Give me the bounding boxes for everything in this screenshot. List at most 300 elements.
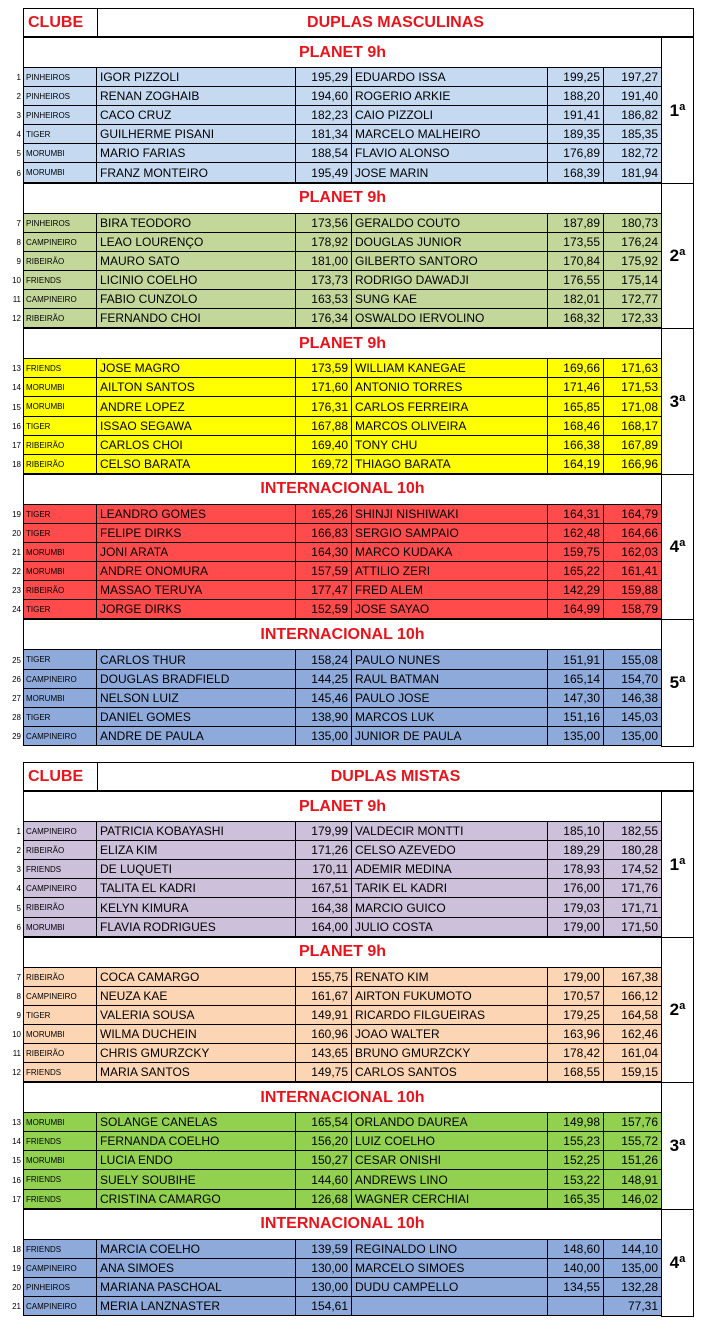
player-2-score: 179,00 <box>548 918 604 937</box>
player-2-score: 185,10 <box>548 822 604 841</box>
row-number: 13 <box>12 364 21 373</box>
club-cell: FRIENDS <box>23 359 97 378</box>
player-2-score: 151,16 <box>548 708 604 727</box>
row-number: 7 <box>16 973 21 982</box>
club-cell: TIGER <box>23 524 97 543</box>
player-2-name: SUNG KAE <box>352 290 548 309</box>
club-cell: MORUMBI <box>23 543 97 562</box>
row-number: 12 <box>12 314 21 323</box>
player-1-name: CELSO BARATA <box>97 455 296 474</box>
pair-average: 161,04 <box>604 1044 662 1063</box>
player-2-name: MARCIO GUICO <box>352 898 548 918</box>
player-2-score: 159,75 <box>548 543 604 562</box>
player-1-score: 173,59 <box>296 359 352 378</box>
pair-average: 159,88 <box>604 581 662 600</box>
player-2-name: FRED ALEM <box>352 581 548 600</box>
table-row <box>0 125 662 144</box>
club-cell: TIGER <box>23 708 97 727</box>
player-2-name: MARCO KUDAKA <box>352 543 548 562</box>
player-2-name: THIAGO BARATA <box>352 455 548 474</box>
player-2-name: SERGIO SAMPAIO <box>352 524 548 543</box>
table-row <box>0 1190 662 1209</box>
row-number: 2 <box>16 846 21 855</box>
club-cell: FRIENDS <box>23 1190 97 1209</box>
pair-average: 171,08 <box>604 397 662 417</box>
table-row <box>0 1278 662 1297</box>
table-row <box>0 689 662 708</box>
club-cell: RIBEIRÃO <box>23 1044 97 1063</box>
player-2-score: 191,41 <box>548 106 604 125</box>
row-number: 1 <box>16 73 21 82</box>
row-number: 10 <box>12 1030 21 1039</box>
player-2-score: 147,30 <box>548 689 604 708</box>
player-1-score: 166,83 <box>296 524 352 543</box>
group-rank: 4ª <box>661 1209 694 1317</box>
player-1-score: 126,68 <box>296 1190 352 1209</box>
player-1-score: 171,60 <box>296 378 352 397</box>
player-2-score: 188,20 <box>548 87 604 106</box>
player-1-score: 176,34 <box>296 309 352 328</box>
group-title: INTERNACIONAL 10h <box>23 619 662 650</box>
player-2-name: ORLANDO DAUREA <box>352 1113 548 1132</box>
table-row <box>0 708 662 727</box>
player-2-score: 142,29 <box>548 581 604 600</box>
section-title: DUPLAS MISTAS <box>97 762 694 791</box>
group-title: PLANET 9h <box>23 791 662 822</box>
player-2-name: ADEMIR MEDINA <box>352 860 548 879</box>
pair-average: 182,72 <box>604 144 662 163</box>
player-1-name: NEUZA KAE <box>97 987 296 1006</box>
table-row <box>0 1113 662 1132</box>
player-2-name: BRUNO GMURZCKY <box>352 1044 548 1063</box>
player-2-name: OSWALDO IERVOLINO <box>352 309 548 328</box>
player-1-score: 160,96 <box>296 1025 352 1044</box>
player-2-score: 152,25 <box>548 1151 604 1170</box>
pair-average: 155,72 <box>604 1132 662 1151</box>
player-2-score: 176,89 <box>548 144 604 163</box>
club-cell: PINHEIROS <box>23 214 97 233</box>
table-row <box>0 106 662 125</box>
table-row <box>0 87 662 106</box>
player-1-score: 194,60 <box>296 87 352 106</box>
pair-average: 161,41 <box>604 562 662 581</box>
table-row <box>0 505 662 524</box>
club-cell: RIBEIRÃO <box>23 309 97 328</box>
club-cell: RIBEIRÃO <box>23 968 97 987</box>
table-row <box>0 727 662 746</box>
player-1-name: FABIO CUNZOLO <box>97 290 296 309</box>
player-2-name: PAULO JOSE <box>352 689 548 708</box>
player-2-score: 179,00 <box>548 968 604 987</box>
club-cell: TIGER <box>23 1006 97 1025</box>
club-cell: MORUMBI <box>23 918 97 937</box>
table-row <box>0 879 662 898</box>
club-cell: RIBEIRÃO <box>23 455 97 474</box>
row-number: 1 <box>16 827 21 836</box>
player-1-name: RENAN ZOGHAIB <box>97 87 296 106</box>
club-column-header: CLUBE <box>23 8 98 37</box>
pair-average: 145,03 <box>604 708 662 727</box>
player-1-name: JONI ARATA <box>97 543 296 562</box>
table-row <box>0 417 662 436</box>
player-2-name: MARCELO MALHEIRO <box>352 125 548 144</box>
pair-average: 146,38 <box>604 689 662 708</box>
table-row <box>0 1025 662 1044</box>
table-row <box>0 898 662 918</box>
pair-average: 180,28 <box>604 841 662 860</box>
player-1-score: 150,27 <box>296 1151 352 1170</box>
player-2-score: 187,89 <box>548 214 604 233</box>
player-1-score: 138,90 <box>296 708 352 727</box>
pair-average: 186,82 <box>604 106 662 125</box>
table-row <box>0 397 662 417</box>
player-1-score: 163,53 <box>296 290 352 309</box>
player-2-name: SHINJI NISHIWAKI <box>352 505 548 524</box>
row-number: 22 <box>12 567 21 576</box>
player-1-score: 154,61 <box>296 1297 352 1316</box>
player-2-name: ANTONIO TORRES <box>352 378 548 397</box>
table-row <box>0 233 662 252</box>
table-row <box>0 436 662 455</box>
player-2-score: 151,91 <box>548 650 604 670</box>
player-1-name: ANDRE LOPEZ <box>97 397 296 417</box>
pair-average: 171,50 <box>604 918 662 937</box>
player-1-name: CHRIS GMURZCKY <box>97 1044 296 1063</box>
club-cell: TIGER <box>23 650 97 670</box>
row-number: 25 <box>12 655 21 665</box>
pair-average: 146,02 <box>604 1190 662 1209</box>
player-1-score: 139,59 <box>296 1240 352 1259</box>
row-number: 6 <box>16 168 21 178</box>
pair-average: 174,52 <box>604 860 662 879</box>
player-1-score: 130,00 <box>296 1259 352 1278</box>
player-2-name: ATTILIO ZERI <box>352 562 548 581</box>
player-1-name: NELSON LUIZ <box>97 689 296 708</box>
row-number: 28 <box>12 713 21 722</box>
row-number: 4 <box>16 130 21 139</box>
player-1-name: MAURO SATO <box>97 252 296 271</box>
group-title: INTERNACIONAL 10h <box>23 1209 662 1240</box>
table-row <box>0 841 662 860</box>
player-2-name: JOAO WALTER <box>352 1025 548 1044</box>
table-row <box>0 581 662 600</box>
player-2-score: 148,60 <box>548 1240 604 1259</box>
player-1-score: 173,56 <box>296 214 352 233</box>
player-2-name: DOUGLAS JUNIOR <box>352 233 548 252</box>
row-number: 11 <box>12 295 21 304</box>
player-1-score: 165,54 <box>296 1113 352 1132</box>
player-2-name: RENATO KIM <box>352 968 548 987</box>
table-row <box>0 1170 662 1190</box>
pair-average: 171,76 <box>604 879 662 898</box>
player-2-name: CELSO AZEVEDO <box>352 841 548 860</box>
row-number: 7 <box>16 219 21 228</box>
table-row <box>0 214 662 233</box>
player-1-name: ELIZA KIM <box>97 841 296 860</box>
club-cell: TIGER <box>23 417 97 436</box>
table-row <box>0 524 662 543</box>
group-rank: 3ª <box>661 1082 694 1210</box>
row-number: 24 <box>12 605 21 614</box>
row-number: 9 <box>16 257 21 266</box>
club-cell: CAMPINEIRO <box>23 290 97 309</box>
group-title: PLANET 9h <box>23 937 662 968</box>
player-2-name: JOSE SAYAO <box>352 600 548 619</box>
club-cell: RIBEIRÃO <box>23 252 97 271</box>
player-1-score: 176,31 <box>296 397 352 417</box>
player-2-score: 165,85 <box>548 397 604 417</box>
pair-average: 167,38 <box>604 968 662 987</box>
player-1-name: MARIANA PASCHOAL <box>97 1278 296 1297</box>
club-cell: MORUMBI <box>23 1025 97 1044</box>
player-1-score: 173,73 <box>296 271 352 290</box>
player-1-score: 178,92 <box>296 233 352 252</box>
club-cell: FRIENDS <box>23 1170 97 1190</box>
row-number: 29 <box>12 732 21 741</box>
player-2-name: PAULO NUNES <box>352 650 548 670</box>
player-1-name: JOSE MAGRO <box>97 359 296 378</box>
row-number: 6 <box>16 923 21 932</box>
club-cell: PINHEIROS <box>23 106 97 125</box>
row-number: 15 <box>12 402 21 412</box>
group-title: PLANET 9h <box>23 328 662 359</box>
group-rank: 2ª <box>661 183 694 329</box>
player-2-score: 168,39 <box>548 163 604 183</box>
pair-average: 197,27 <box>604 68 662 87</box>
club-cell: FRIENDS <box>23 1132 97 1151</box>
table-row <box>0 1006 662 1025</box>
row-number: 3 <box>16 865 21 874</box>
pair-average: 135,00 <box>604 1259 662 1278</box>
pair-average: 172,77 <box>604 290 662 309</box>
pair-average: 176,24 <box>604 233 662 252</box>
player-1-score: 181,00 <box>296 252 352 271</box>
club-cell: FRIENDS <box>23 1063 97 1082</box>
pair-average: 185,35 <box>604 125 662 144</box>
player-2-score: 178,42 <box>548 1044 604 1063</box>
club-cell: RIBEIRÃO <box>23 581 97 600</box>
player-1-name: FLAVIA RODRIGUES <box>97 918 296 937</box>
player-2-score: 164,31 <box>548 505 604 524</box>
player-2-score: 155,23 <box>548 1132 604 1151</box>
row-number: 20 <box>12 1283 21 1292</box>
player-1-score: 179,99 <box>296 822 352 841</box>
player-2-score: 168,32 <box>548 309 604 328</box>
pair-average: 148,91 <box>604 1170 662 1190</box>
club-cell: MORUMBI <box>23 562 97 581</box>
player-2-name: WILLIAM KANEGAE <box>352 359 548 378</box>
player-1-name: DOUGLAS BRADFIELD <box>97 670 296 689</box>
player-1-name: COCA CAMARGO <box>97 968 296 987</box>
pair-average: 171,71 <box>604 898 662 918</box>
row-number: 10 <box>12 276 21 285</box>
pair-average: 135,00 <box>604 727 662 746</box>
group-rank: 4ª <box>661 474 694 620</box>
pair-average: 166,96 <box>604 455 662 474</box>
player-1-name: DE LUQUETI <box>97 860 296 879</box>
player-1-name: CARLOS CHOI <box>97 436 296 455</box>
row-number: 15 <box>12 1156 21 1165</box>
player-2-score: 171,46 <box>548 378 604 397</box>
group-title: INTERNACIONAL 10h <box>23 1082 662 1113</box>
club-cell: CAMPINEIRO <box>23 1259 97 1278</box>
group-rank: 1ª <box>661 791 694 938</box>
player-1-score: 164,30 <box>296 543 352 562</box>
player-2-name: GILBERTO SANTORO <box>352 252 548 271</box>
pair-average: 162,03 <box>604 543 662 562</box>
pair-average: 144,10 <box>604 1240 662 1259</box>
table-row <box>0 822 662 841</box>
club-cell: TIGER <box>23 125 97 144</box>
player-1-score: 169,72 <box>296 455 352 474</box>
player-1-name: BIRA TEODORO <box>97 214 296 233</box>
player-1-name: CARLOS THUR <box>97 650 296 670</box>
player-1-name: FERNANDA COELHO <box>97 1132 296 1151</box>
player-1-score: 195,29 <box>296 68 352 87</box>
pair-average: 181,94 <box>604 163 662 183</box>
table-row <box>0 144 662 163</box>
pair-average: 158,79 <box>604 600 662 619</box>
club-column-header: CLUBE <box>23 762 98 791</box>
player-1-score: 149,91 <box>296 1006 352 1025</box>
row-number: 21 <box>12 548 21 557</box>
row-number: 19 <box>12 1264 21 1273</box>
player-2-score: 165,35 <box>548 1190 604 1209</box>
player-1-score: 158,24 <box>296 650 352 670</box>
row-number: 3 <box>16 111 21 120</box>
pair-average: 180,73 <box>604 214 662 233</box>
pair-average: 166,12 <box>604 987 662 1006</box>
player-1-score: 182,23 <box>296 106 352 125</box>
row-number: 23 <box>12 586 21 595</box>
player-1-name: IGOR PIZZOLI <box>97 68 296 87</box>
pair-average: 171,53 <box>604 378 662 397</box>
player-1-score: 156,20 <box>296 1132 352 1151</box>
player-2-name: EDUARDO ISSA <box>352 68 548 87</box>
pair-average: 151,26 <box>604 1151 662 1170</box>
player-1-name: MARIA SANTOS <box>97 1063 296 1082</box>
player-2-score: 168,46 <box>548 417 604 436</box>
group-rank: 2ª <box>661 937 694 1083</box>
player-1-score: 149,75 <box>296 1063 352 1082</box>
player-2-score: 170,84 <box>548 252 604 271</box>
club-cell: CAMPINEIRO <box>23 670 97 689</box>
player-1-name: MERIA LANZNASTER <box>97 1297 296 1316</box>
club-cell: RIBEIRÃO <box>23 841 97 860</box>
club-cell: CAMPINEIRO <box>23 233 97 252</box>
row-number: 13 <box>12 1118 21 1127</box>
row-number: 21 <box>12 1302 21 1311</box>
player-1-name: MARIO FARIAS <box>97 144 296 163</box>
table-row <box>0 378 662 397</box>
pair-average: 157,76 <box>604 1113 662 1132</box>
player-1-name: SUELY SOUBIHE <box>97 1170 296 1190</box>
row-number: 8 <box>16 238 21 247</box>
player-2-score: 164,99 <box>548 600 604 619</box>
table-row <box>0 68 662 87</box>
table-row <box>0 1151 662 1170</box>
player-2-name: GERALDO COUTO <box>352 214 548 233</box>
player-1-name: DANIEL GOMES <box>97 708 296 727</box>
group-title: INTERNACIONAL 10h <box>23 474 662 505</box>
player-2-name: JULIO COSTA <box>352 918 548 937</box>
player-2-name: JOSE MARIN <box>352 163 548 183</box>
row-number: 5 <box>16 903 21 913</box>
player-2-name: RAUL BATMAN <box>352 670 548 689</box>
club-cell: RIBEIRÃO <box>23 898 97 918</box>
player-2-score: 173,55 <box>548 233 604 252</box>
player-2-name: REGINALDO LINO <box>352 1240 548 1259</box>
club-cell: FRIENDS <box>23 271 97 290</box>
player-2-score: 163,96 <box>548 1025 604 1044</box>
row-number: 16 <box>12 422 21 431</box>
player-1-score: 157,59 <box>296 562 352 581</box>
player-2-score: 165,14 <box>548 670 604 689</box>
group-title: PLANET 9h <box>23 37 662 68</box>
club-cell: FRIENDS <box>23 1240 97 1259</box>
player-2-score: 162,48 <box>548 524 604 543</box>
player-2-name: CARLOS FERREIRA <box>352 397 548 417</box>
player-1-name: LUCIA ENDO <box>97 1151 296 1170</box>
row-number: 4 <box>16 884 21 893</box>
group-title: PLANET 9h <box>23 183 662 214</box>
player-2-score: 135,00 <box>548 727 604 746</box>
player-1-name: VALERIA SOUSA <box>97 1006 296 1025</box>
club-cell: PINHEIROS <box>23 68 97 87</box>
table-row <box>0 359 662 378</box>
player-1-score: 143,65 <box>296 1044 352 1063</box>
player-2-score: 182,01 <box>548 290 604 309</box>
player-1-name: ISSAO SEGAWA <box>97 417 296 436</box>
pair-average: 164,58 <box>604 1006 662 1025</box>
club-cell: MORUMBI <box>23 1113 97 1132</box>
player-1-name: FELIPE DIRKS <box>97 524 296 543</box>
player-2-score: 165,22 <box>548 562 604 581</box>
player-2-name: RODRIGO DAWADJI <box>352 271 548 290</box>
player-2-score: 178,93 <box>548 860 604 879</box>
player-2-score: 176,55 <box>548 271 604 290</box>
player-1-name: TALITA EL KADRI <box>97 879 296 898</box>
player-1-name: MASSAO TERUYA <box>97 581 296 600</box>
table-row <box>0 1063 662 1082</box>
table-row <box>0 1240 662 1259</box>
table-row <box>0 562 662 581</box>
club-cell: PINHEIROS <box>23 87 97 106</box>
player-2-name: CESAR ONISHI <box>352 1151 548 1170</box>
player-1-name: AILTON SANTOS <box>97 378 296 397</box>
player-2-score: 189,29 <box>548 841 604 860</box>
player-2-score: 134,55 <box>548 1278 604 1297</box>
club-cell: MORUMBI <box>23 689 97 708</box>
club-cell: MORUMBI <box>23 397 97 417</box>
row-number: 17 <box>12 1195 21 1204</box>
player-1-name: CRISTINA CAMARGO <box>97 1190 296 1209</box>
table-row <box>0 1132 662 1151</box>
club-cell: CAMPINEIRO <box>23 727 97 746</box>
row-number: 20 <box>12 529 21 538</box>
player-1-name: LEANDRO GOMES <box>97 505 296 524</box>
row-number: 2 <box>16 92 21 101</box>
player-2-name: TARIK EL KADRI <box>352 879 548 898</box>
player-1-name: GUILHERME PISANI <box>97 125 296 144</box>
pair-average: 164,79 <box>604 505 662 524</box>
club-cell: MORUMBI <box>23 1151 97 1170</box>
player-2-score: 179,25 <box>548 1006 604 1025</box>
table-row <box>0 860 662 879</box>
row-number: 16 <box>12 1175 21 1185</box>
player-1-name: ANDRE ONOMURA <box>97 562 296 581</box>
player-1-score: 161,67 <box>296 987 352 1006</box>
